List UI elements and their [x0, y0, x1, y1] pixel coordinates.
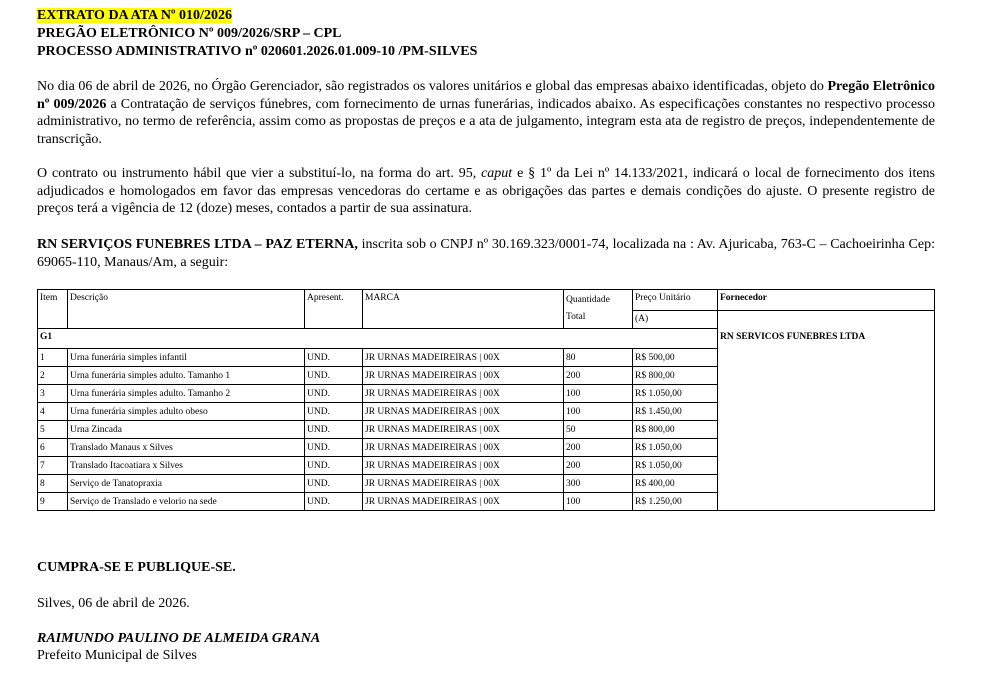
header-quantidade-line2: Total	[566, 312, 586, 322]
cell-preco: R$ 1.250,00	[633, 493, 718, 511]
cell-quantidade: 50	[564, 421, 633, 439]
extract-title-highlight: EXTRATO DA ATA Nº 010/2026	[37, 8, 232, 23]
cell-item: 9	[38, 493, 68, 511]
pregao-line: PREGÃO ELETRÔNICO Nº 009/2026/SRP – CPL	[37, 26, 342, 41]
cell-marca: JR URNAS MADEIREIRAS | 00X	[363, 349, 564, 367]
cell-descricao: Urna funerária simples adulto. Tamanho 1	[68, 367, 305, 385]
cell-item: 3	[38, 385, 68, 403]
cell-preco: R$ 1.050,00	[633, 457, 718, 475]
cell-preco: R$ 1.050,00	[633, 385, 718, 403]
cell-marca: JR URNAS MADEIREIRAS | 00X	[363, 421, 564, 439]
cell-item: 6	[38, 439, 68, 457]
cell-marca: JR URNAS MADEIREIRAS | 00X	[363, 475, 564, 493]
header-quantidade	[564, 290, 633, 329]
header-fornecedor: Fornecedor	[718, 290, 935, 311]
fornecedor-cell: RN SERVICOS FUNEBRES LTDA	[718, 329, 935, 511]
cell-item: 2	[38, 367, 68, 385]
processo-line: PROCESSO ADMINISTRATIVO nº 020601.2026.01.009-10 /PM-SILVES	[37, 44, 478, 59]
cell-descricao: Urna funerária simples adulto obeso	[68, 403, 305, 421]
items-table	[37, 289, 935, 511]
cell-marca: JR URNAS MADEIREIRAS | 00X	[363, 493, 564, 511]
cell-preco: R$ 800,00	[633, 367, 718, 385]
cell-marca: JR URNAS MADEIREIRAS | 00X	[363, 385, 564, 403]
cell-quantidade: 100	[564, 385, 633, 403]
cell-item: 1	[38, 349, 68, 367]
group-row	[38, 329, 935, 349]
signatory-role: Prefeito Municipal de Silves	[37, 648, 197, 663]
cell-apresent: UND.	[305, 385, 363, 403]
cell-marca: JR URNAS MADEIREIRAS | 00X	[363, 403, 564, 421]
header-apresent: Apresent.	[305, 290, 363, 329]
cell-descricao: Urna Zincada	[68, 421, 305, 439]
cell-preco: R$ 800,00	[633, 421, 718, 439]
cell-quantidade: 200	[564, 457, 633, 475]
cell-quantidade: 80	[564, 349, 633, 367]
header-preco-sub: (A)	[633, 311, 718, 329]
table-header-row	[38, 290, 935, 311]
cell-marca: JR URNAS MADEIREIRAS | 00X	[363, 367, 564, 385]
company-details: inscrita sob o CNPJ nº 30.169.323/0001-74, localizada na : Av. Ajuricaba, 763-C – Cachoeirinha Cep: 69065-110, Manaus/Am, a seguir:	[37, 237, 935, 270]
cell-apresent: UND.	[305, 367, 363, 385]
cell-descricao: Serviço de Tanatopraxia	[68, 475, 305, 493]
header-fornecedor-spacer	[718, 311, 935, 329]
cell-preco: R$ 500,00	[633, 349, 718, 367]
header-quantidade-line1: Quantidade	[566, 295, 610, 305]
paragraph-objeto	[37, 78, 935, 148]
cell-item: 4	[38, 403, 68, 421]
paragraph-contrato-part2: e § 1º da Lei nº 14.133/2021, indicará o local de fornecimento dos itens adjudicados e homologados em favor das empresas vencedoras do certame e as obrigações das partes e demais condições do ajuste. O presente registro de preços terá a vigência de 12 (doze) meses, contados a partir de sua assinatura.	[37, 166, 936, 216]
cell-preco: R$ 1.450,00	[633, 403, 718, 421]
cell-descricao: Translado Itacoatiara x Silves	[68, 457, 305, 475]
cell-descricao: Serviço de Translado e velorio na sede	[68, 493, 305, 511]
cell-item: 5	[38, 421, 68, 439]
cell-marca: JR URNAS MADEIREIRAS | 00X	[363, 457, 564, 475]
cell-apresent: UND.	[305, 475, 363, 493]
group-label: G1	[38, 329, 718, 349]
extract-title	[37, 7, 232, 24]
header-preco: Preço Unitário	[633, 290, 718, 311]
cell-apresent: UND.	[305, 493, 363, 511]
cell-quantidade: 100	[564, 493, 633, 511]
cell-apresent: UND.	[305, 403, 363, 421]
paragraph-contrato-part1: O contrato ou instrumento hábil que vier a substituí-lo, na forma do art. 95,	[37, 166, 482, 181]
paragraph-objeto-part1: No dia 06 de abril de 2026, no Órgão Gerenciador, são registrados os valores unitários e global das empresas abaixo identificadas, objeto do	[37, 79, 828, 94]
cell-quantidade: 200	[564, 367, 633, 385]
paragraph-contrato-italic: caput	[481, 166, 513, 181]
cell-item: 7	[38, 457, 68, 475]
cell-quantidade: 300	[564, 475, 633, 493]
cumpra-publique: CUMPRA-SE E PUBLIQUE-SE.	[37, 560, 236, 575]
header-marca: MARCA	[363, 290, 564, 329]
cell-apresent: UND.	[305, 349, 363, 367]
company-name: RN SERVIÇOS FUNEBRES LTDA – PAZ ETERNA,	[37, 237, 358, 252]
signatory-name: RAIMUNDO PAULINO DE ALMEIDA GRANA	[37, 631, 321, 646]
paragraph-objeto-part2: a Contratação de serviços fúnebres, com fornecimento de urnas funerárias, indicados abaixo. As especificações constantes no respectivo processo administrativo, no termo de referência, assim como as propostas de preços e a ata de julgamento, integram esta ata de registro de preços, independentemente de transcrição.	[37, 96, 936, 147]
paragraph-contrato	[37, 165, 935, 218]
local-data: Silves, 06 de abril de 2026.	[37, 596, 190, 611]
cell-preco: R$ 1.050,00	[633, 439, 718, 457]
cell-apresent: UND.	[305, 457, 363, 475]
header-item: Item	[38, 290, 68, 329]
cell-preco: R$ 400,00	[633, 475, 718, 493]
header-descricao: Descrição	[68, 290, 305, 329]
paragraph-empresa	[37, 236, 935, 271]
cell-marca: JR URNAS MADEIREIRAS | 00X	[363, 439, 564, 457]
cell-item: 8	[38, 475, 68, 493]
paragraph-objeto-bold: Pregão Eletrônico nº 009/2026	[37, 79, 935, 112]
cell-descricao: Translado Manaus x Silves	[68, 439, 305, 457]
cell-apresent: UND.	[305, 439, 363, 457]
cell-quantidade: 200	[564, 439, 633, 457]
cell-descricao: Urna funerária simples adulto. Tamanho 2	[68, 385, 305, 403]
cell-descricao: Urna funerária simples infantil	[68, 349, 305, 367]
cell-apresent: UND.	[305, 421, 363, 439]
cell-quantidade: 100	[564, 403, 633, 421]
